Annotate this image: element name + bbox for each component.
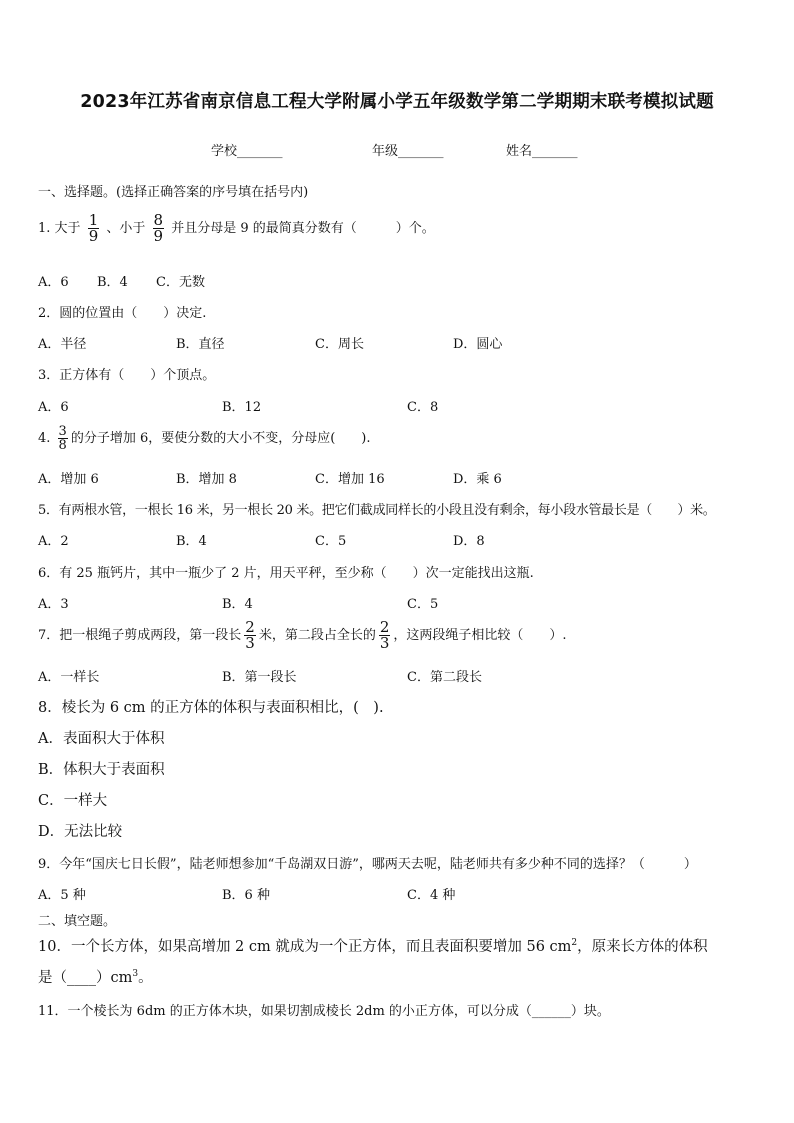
option-a[interactable]: A．半径 [38,337,87,352]
superscript: 2 [571,938,578,949]
question-10 [38,935,708,956]
name-field: 姓名_______ [506,144,578,159]
denominator: 3 [379,634,390,652]
question-10-continued [38,966,153,987]
question-1 [38,213,435,244]
question-6: 6．有 25 瓶钙片，其中一瓶少了 2 片，用天平秤，至少称（ ）次一定能找出这瓶. [38,566,534,581]
fraction [58,425,68,452]
numerator: 8 [153,211,164,229]
fraction [153,213,165,244]
option-a[interactable]: A．2 [38,534,69,549]
option-c[interactable]: C．5 [407,597,439,612]
option-c[interactable]: C．一样大 [38,793,108,809]
question-7 [38,620,567,651]
option-c[interactable]: C．周长 [315,337,364,352]
exam-title: 2023年江苏省南京信息工程大学附属小学五年级数学第二学期期末联考模拟试题 [80,92,714,112]
denominator: 9 [153,227,164,245]
question-text: 。 [138,970,153,986]
question-text: 米，第二段占全长的 [258,628,376,643]
question-text: 7．把一根绳子剪成两段，第一段长 [38,628,242,643]
question-text: 10．一个长方体，如果高增加 2 cm 就成为一个正方体，而且表面积要增加 56 cm [38,939,572,955]
numerator: 2 [245,618,255,636]
question-number: 4. [38,431,51,446]
option-b[interactable]: B．12 [222,400,262,415]
option-d[interactable]: D．无法比较 [38,824,123,840]
denominator: 9 [88,227,99,245]
question-number: 1. [38,221,51,236]
option-a[interactable]: A．5 种 [38,888,86,903]
option-c[interactable]: C．第二段长 [407,670,482,685]
question-text: 是（____）cm [38,970,133,986]
option-c[interactable]: C．8 [407,400,439,415]
question-2: 2．圆的位置由（ ）决定. [38,306,207,321]
option-c[interactable]: C．增加 16 [315,472,385,487]
option-d[interactable]: D．圆心 [453,337,503,352]
section-heading-choice: 一、选择题。(选择正确答案的序号填在括号内) [38,185,309,200]
fraction [379,620,391,651]
option-d[interactable]: D．8 [453,534,485,549]
question-4 [38,425,371,452]
question-9: 9．今年“国庆七日长假”，陆老师想参加“千岛湖双日游”，哪两天去呢，陆老师共有多少种不同的选择？（ ） [38,857,697,872]
grade-field: 年级_______ [372,144,444,159]
option-a[interactable]: A．增加 6 [38,472,99,487]
option-d[interactable]: D．乘 6 [453,472,502,487]
question-text: 大于 [54,221,81,236]
question-5: 5．有两根水管，一根长 16 米，另一根长 20 米。把它们截成同样长的小段且没有剩余，每小段水管最长是（ ）米。 [38,503,716,518]
option-a[interactable]: A．3 [38,597,69,612]
option-a[interactable]: A．表面积大于体积 [38,731,165,747]
superscript: 3 [132,969,139,980]
question-text: ，原来长方体的体积 [577,939,708,955]
option-c[interactable]: C．5 [315,534,347,549]
fraction [244,620,256,651]
question-3: 3．正方体有（ ）个顶点。 [38,368,216,383]
question-text: 并且分母是 9 的最简真分数有（ ）个。 [171,221,435,236]
school-field: 学校_______ [211,144,283,159]
numerator: 2 [379,618,390,636]
option-b[interactable]: B．第一段长 [222,670,297,685]
option-c[interactable]: C．4 种 [407,888,456,903]
option-c[interactable]: C．无数 [156,275,205,290]
denominator: 3 [245,634,255,652]
option-a[interactable]: A．6 [38,400,69,415]
numerator: 1 [88,211,99,229]
denominator: 8 [58,438,67,453]
section-heading-fill: 二、填空题。 [38,914,117,929]
question-text: ，这两段绳子相比较（ ）. [393,628,567,643]
option-b[interactable]: B．增加 8 [176,472,237,487]
option-b[interactable]: B．体积大于表面积 [38,762,165,778]
option-a[interactable]: A．一样长 [38,670,100,685]
option-b[interactable]: B．4 [97,275,128,290]
fraction [88,213,100,244]
option-b[interactable]: B．4 [222,597,253,612]
option-b[interactable]: B．直径 [176,337,225,352]
question-text: 的分子增加 6，要使分数的大小不变，分母应( ). [70,431,371,446]
question-8: 8．棱长为 6 cm 的正方体的体积与表面积相比，( ). [38,700,384,716]
numerator: 3 [58,424,67,439]
option-a[interactable]: A．6 [38,275,69,290]
question-text: 、小于 [106,221,146,236]
option-b[interactable]: B．4 [176,534,207,549]
question-11: 11．一个棱长为 6dm 的正方体木块，如果切割成棱长 2dm 的小正方体，可以分成（______）块。 [38,1004,610,1019]
option-b[interactable]: B．6 种 [222,888,270,903]
